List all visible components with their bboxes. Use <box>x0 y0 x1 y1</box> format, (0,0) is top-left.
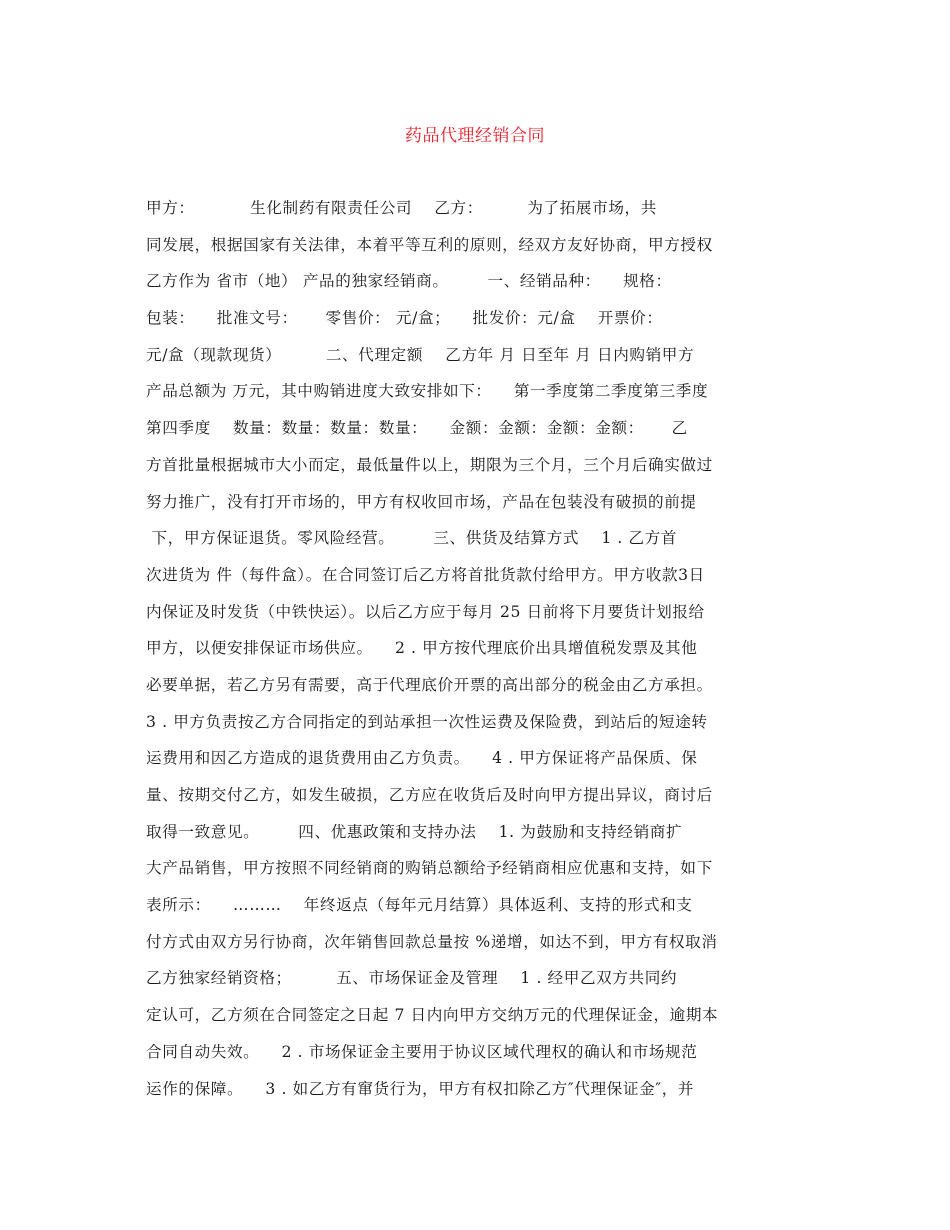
body-line: 定认可，乙方须在合同签定之日起 7 日内向甲方交纳万元的代理保证金，逾期本 <box>146 1006 719 1025</box>
body-line: 3 . 甲方负责按乙方合同指定的到站承担一次性运费及保险费，到站后的短途转 <box>146 712 708 731</box>
body-line: 必要单据，若乙方另有需要，高于代理底价开票的高出部分的税金由乙方承担。 <box>146 675 713 694</box>
document-title: 药品代理经销合同 <box>405 126 545 146</box>
body-line: 包装： 批准文号： 零售价： 元/盒； 批发价：元/盒 开票价： <box>146 309 663 328</box>
body-line: 表所示： ……… 年终返点（每年元月结算）具体返利、支持的形式和支 <box>146 896 693 915</box>
body-line: 下，甲方保证退货。零风险经营。 三、供货及结算方式 1 . 乙方首 <box>146 529 678 548</box>
contract-body <box>146 194 806 1111</box>
body-line: 同发展，根据国家有关法律，本着平等互利的原则，经双方友好协商，甲方授权 <box>146 235 713 254</box>
body-line: 量、按期交付乙方，如发生破损，乙方应在收货后及时向甲方提出异议，商讨后 <box>146 786 713 804</box>
body-line: 甲方，以便安排保证市场供应。 2 . 甲方按代理底价出具增值税发票及其他 <box>146 639 698 658</box>
body-line: 付方式由双方另行协商，次年销售回款总量按 %递增，如达不到，甲方有权取消 <box>146 932 718 951</box>
body-line: 合同自动失效。 2 . 市场保证金主要用于协议区域代理权的确认和市场规范 <box>146 1042 698 1061</box>
body-line: 元/盒（现款现货） 二、代理定额 乙方年 月 日至年 月 日内购销甲方 <box>146 345 695 364</box>
body-line: 次进货为 件（每件盒）。在合同签订后乙方将首批货款付给甲方。甲方收款3日 <box>146 565 705 584</box>
body-line: 取得一致意见。 四、优惠政策和支持办法 1. 为鼓励和支持经销商扩 <box>146 822 683 841</box>
body-line: 运费用和因乙方造成的退货费用由乙方负责。 4 . 甲方保证将产品保质、保 <box>146 749 698 768</box>
body-line: 运作的保障。 3 . 如乙方有窜货行为，甲方有权扣除乙方″代理保证金″，并 <box>146 1079 695 1098</box>
body-line: 内保证及时发货（中铁快运）。以后乙方应于每月 25 日前将下月要货计划报给 <box>146 602 705 621</box>
body-line: 努力推广，没有打开市场的，甲方有权收回市场，产品在包装没有破损的前提 <box>146 492 697 511</box>
body-line: 方首批量根据城市大小而定，最低量件以上，期限为三个月，三个月后确实做过 <box>146 455 713 474</box>
body-line: 乙方独家经销资格； 五、市场保证金及管理 1 . 经甲乙双方共同约 <box>146 969 678 988</box>
body-line: 产品总额为 万元，其中购销进度大致安排如下： 第一季度第二季度第三季度 <box>146 382 709 401</box>
body-line: 大产品销售，甲方按照不同经销商的购销总额给予经销商相应优惠和支持，如下 <box>146 859 713 878</box>
body-line: 甲方： 生化制药有限责任公司 乙方： 为了拓展市场，共 <box>146 199 657 217</box>
body-line: 第四季度 数量：数量：数量：数量： 金额：金额：金额：金额： 乙 <box>146 419 688 438</box>
body-line: 乙方作为 省市（地） 产品的独家经销商。 一、经销品种： 规格： <box>146 272 672 291</box>
